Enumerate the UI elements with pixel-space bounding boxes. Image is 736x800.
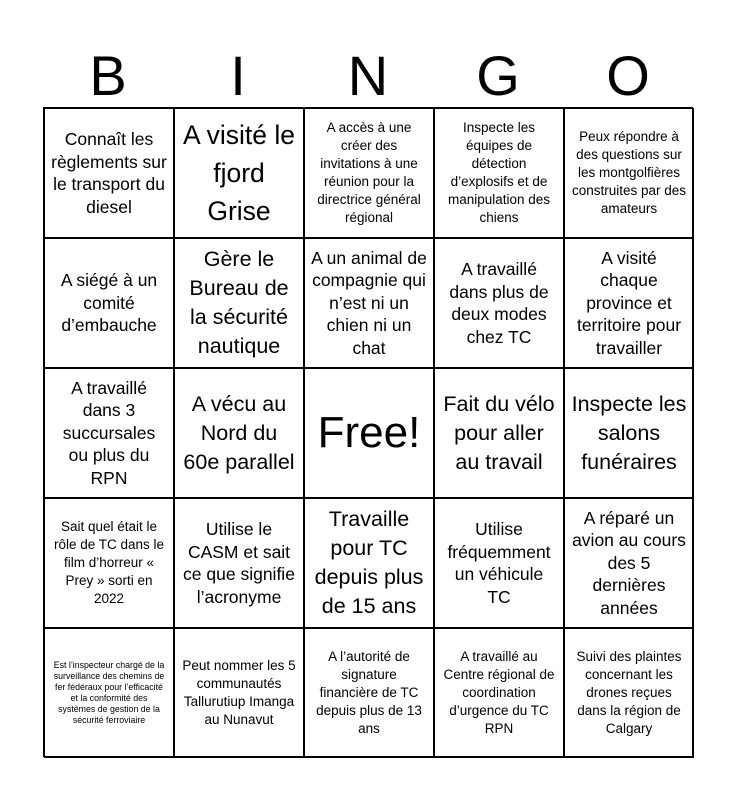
cell-text: Fait du vélo pour aller au travail [443,391,555,474]
cell-text: A travaillé au Centre régional de coordination d’urgence du TC RPN [443,649,555,736]
cell-text: Travaille pour TC depuis plus de 15 ans [314,507,424,618]
bingo-cell[interactable] [174,238,304,368]
bingo-cell[interactable] [44,238,174,368]
header-letter-n: N [347,44,389,107]
bingo-cell[interactable] [434,238,564,368]
bingo-header [43,46,693,106]
header-letter-b: B [89,44,127,107]
header-letter-g: G [476,44,520,107]
cell-text: Inspecte les salons funéraires [571,391,687,474]
cell-text: A accès à une créer des invitations à une réunion pour la directrice général régional [317,120,421,225]
bingo-cell[interactable] [174,498,304,628]
cell-text: A visité chaque province et territoire pour travailler [576,247,682,358]
bingo-cell[interactable] [174,368,304,498]
header-letter-o: O [606,44,650,107]
cell-text: Utilise fréquemment un véhicule TC [447,519,551,607]
cell-text: Inspecte les équipes de détection d’explosifs et de manipulation des chiens [447,120,551,225]
bingo-cell[interactable] [564,238,694,368]
cell-text: Peut nommer les 5 communautés Tallurutiup Imanga au Nunavut [182,658,296,727]
cell-text: A siégé à un comité d’embauche [60,270,158,336]
bingo-cell[interactable] [564,498,694,628]
bingo-cell[interactable] [174,108,304,238]
bingo-card [43,107,693,757]
bingo-cell[interactable] [564,108,694,238]
cell-text: Utilise le CASM et sait ce que signifie l’acronyme [183,519,295,607]
cell-text: A vécu au Nord du 60e parallel [183,391,295,474]
bingo-cell[interactable] [44,498,174,628]
cell-text: A un animal de compagnie qui n’est ni un chien ni un chat [311,247,427,358]
bingo-cell[interactable] [304,498,434,628]
cell-text: A l’autorité de signature financière de TC depuis plus de 13 ans [316,649,422,736]
cell-text: A visité le fjord Grise [183,120,295,226]
cell-text: Suivi des plaintes concernant les drones reçues dans la région de Calgary [576,649,682,736]
cell-text: A travaillé dans plus de deux modes chez TC [449,259,549,347]
cell-text: Est l’inspecteur chargé de la surveillance des chemins de fer fédéraux pour l’efficacité et la conformité des systèmes de gestion de la sécurité ferroviaire [53,660,165,725]
free-space-cell[interactable] [304,368,434,498]
bingo-cell[interactable] [434,498,564,628]
cell-text: A réparé un avion au cours des 5 dernières années [572,507,686,618]
bingo-cell[interactable] [304,238,434,368]
bingo-cell[interactable] [304,628,434,758]
cell-text: Gère le Bureau de la sécurité nautique [189,247,289,358]
cell-text: Connaît les règlements sur le transport du diesel [51,129,167,217]
free-space-label: Free! [317,408,421,457]
header-letter-i: I [230,44,246,107]
bingo-cell[interactable] [434,368,564,498]
bingo-cell[interactable] [304,108,434,238]
cell-text: Peux répondre à des questions sur les montgolfières construites par des amateurs [571,129,687,216]
bingo-cell[interactable] [44,368,174,498]
bingo-cell[interactable] [174,628,304,758]
bingo-cell[interactable] [44,108,174,238]
cell-text: Sait quel était le rôle de TC dans le film d’horreur « Prey » sorti en 2022 [53,519,165,606]
bingo-cell[interactable] [434,108,564,238]
bingo-cell[interactable] [564,368,694,498]
cell-text: A travaillé dans 3 succursales ou plus du RPN [62,377,156,488]
bingo-cell[interactable] [44,628,174,758]
bingo-cell[interactable] [434,628,564,758]
bingo-cell[interactable] [564,628,694,758]
